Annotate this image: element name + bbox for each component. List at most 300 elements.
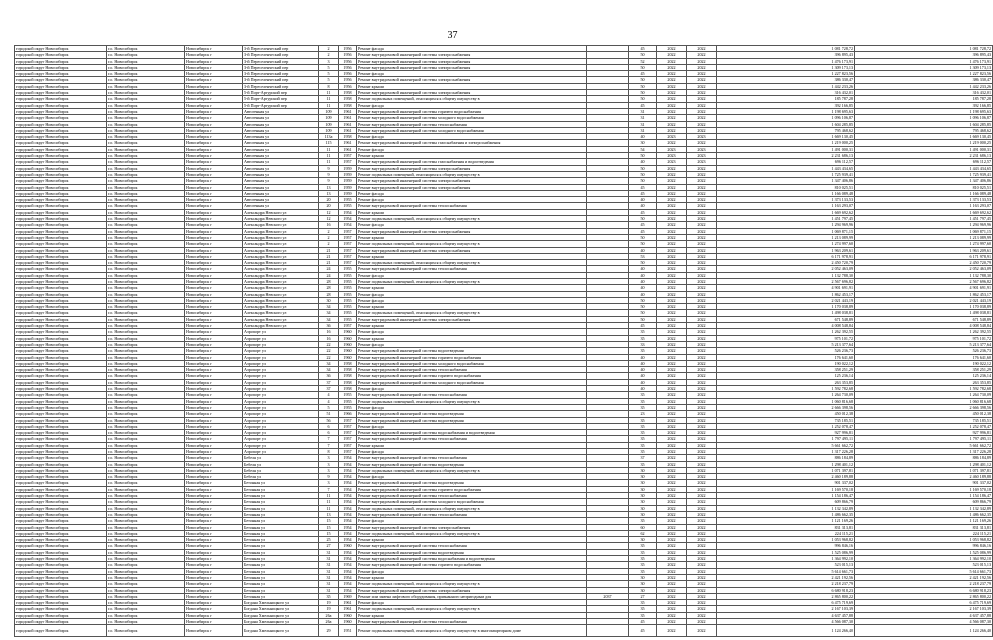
cell-cost-per-m2: 50	[629, 310, 657, 316]
cell-plan-end: 2023	[687, 153, 717, 159]
cell-cost-per-m2: 45	[629, 190, 657, 196]
cell-street: Александра Невского ул	[243, 228, 319, 234]
cell-work-type: Ремонт подвальных помещений, относящихся к общему имуществу в	[357, 241, 587, 247]
cell-work-type: Ремонт фасада	[357, 341, 587, 347]
cell-district: городской округ Новосибирск	[15, 266, 107, 272]
cell-cost-max: 6 680 918,23	[855, 587, 993, 593]
cell-plan-end: 2022	[687, 499, 717, 505]
cell-cost-max: 1 317 226,28	[855, 449, 993, 455]
cell-district: городской округ Новосибирск	[15, 291, 107, 297]
cell-district: городской округ Новосибирск	[15, 404, 107, 410]
cell-year: 1959	[339, 184, 357, 190]
cell-cost-total: 2 052 463,09	[717, 266, 855, 272]
cell-year: 1954	[339, 216, 357, 222]
cell-cost-max: 901 337,02	[855, 480, 993, 486]
cell-plan-end: 2022	[687, 505, 717, 511]
cell-work-type: Ремонт крыши	[357, 83, 587, 89]
cell-year: 1957	[339, 247, 357, 253]
cell-cost-per-m2: 40	[629, 367, 657, 373]
cell-locality: г.о. Новосибирск	[107, 71, 185, 77]
cell-cost-per-m2: 30	[629, 587, 657, 593]
cell-locality: г.о. Новосибирск	[107, 581, 185, 587]
cell-settlement: Новосибирск г	[185, 367, 243, 373]
cell-street: Аэропорт ул	[243, 423, 319, 429]
cell-locality: г.о. Новосибирск	[107, 102, 185, 108]
cell-settlement: Новосибирск г	[185, 386, 243, 392]
cell-work-type: Ремонт внутридомовой инженерной системы электроснабжения	[357, 228, 587, 234]
cell-year: 1957	[339, 436, 357, 442]
cell-year: 1956	[339, 64, 357, 70]
cell-district: городской округ Новосибирск	[15, 455, 107, 461]
cell-cost-per-m2: 40	[629, 386, 657, 392]
cell-cost-max: 316 432,01	[855, 90, 993, 96]
cell-settlement: Новосибирск г	[185, 209, 243, 215]
cell-work-type: Ремонт внутридомовой инженерной системы электроснабжения	[357, 587, 587, 593]
cell-district: городской округ Новосибирск	[15, 612, 107, 618]
cell-plan-end: 2022	[687, 178, 717, 184]
cell-plan-start: 2022	[657, 190, 687, 196]
cell-house: 22	[319, 354, 339, 360]
cell-cost-per-m2: 35	[629, 404, 657, 410]
cell-work-type: Ремонт внутридомовой инженерной системы водоснабжения и водоотведения	[357, 556, 587, 562]
cell-locality: г.о. Новосибирск	[107, 335, 185, 341]
cell-plan-end: 2023	[687, 134, 717, 140]
cell-settlement: Новосибирск г	[185, 102, 243, 108]
cell-plan-end: 2022	[687, 108, 717, 114]
cell-district: городской округ Новосибирск	[15, 209, 107, 215]
cell-cost-total: 392 166,85	[717, 102, 855, 108]
cell-cost-max: 386 330,47	[855, 77, 993, 83]
cell-district: городской округ Новосибирск	[15, 549, 107, 555]
cell-street: 3-й Переселенческий пер	[243, 71, 319, 77]
cell-plan-start: 2022	[657, 140, 687, 146]
cell-district: городской округ Новосибирск	[15, 171, 107, 177]
cell-year: 1954	[339, 474, 357, 480]
cell-cost-max: 263 353,85	[855, 379, 993, 385]
cell-cost-total: 125 236,14	[717, 373, 855, 379]
cell-cost-per-m2: 31	[629, 115, 657, 121]
cell-district: городской округ Новосибирск	[15, 467, 107, 473]
cell-house: 11	[319, 102, 339, 108]
cell-plan-end: 2022	[687, 234, 717, 240]
cell-locality: г.о. Новосибирск	[107, 316, 185, 322]
cell-district: городской округ Новосибирск	[15, 46, 107, 52]
cell-locality: г.о. Новосибирск	[107, 241, 185, 247]
cell-work-type: Ремонт внутридомовой инженерной системы электроснабжения	[357, 165, 587, 171]
cell-year: 1954	[339, 467, 357, 473]
cell-locality: г.о. Новосибирск	[107, 511, 185, 517]
cell-cost-per-m2: 53	[629, 253, 657, 259]
cell-district: городской округ Новосибирск	[15, 228, 107, 234]
cell-street: Бетонная ул	[243, 530, 319, 536]
cell-cost-total: 2 167 103,39	[717, 606, 855, 612]
cell-settlement: Новосибирск г	[185, 83, 243, 89]
cell-cost-per-m2: 50	[629, 52, 657, 58]
cell-street: Александра Невского ул	[243, 285, 319, 291]
cell-plan-end: 2022	[687, 593, 717, 599]
cell-street: Автогенная ул	[243, 153, 319, 159]
cell-house: 3	[319, 455, 339, 461]
cell-locality: г.о. Новосибирск	[107, 480, 185, 486]
cell-house: 11	[319, 499, 339, 505]
cell-cost-max: 1 373 133,53	[855, 197, 993, 203]
cell-locality: г.о. Новосибирск	[107, 278, 185, 284]
cell-street: Аэропорт ул	[243, 329, 319, 335]
cell-locality: г.о. Новосибирск	[107, 556, 185, 562]
cell-cost-per-m2: 35	[629, 436, 657, 442]
cell-locality: г.о. Новосибирск	[107, 253, 185, 259]
cell-plan-start: 2023	[657, 159, 687, 165]
cell-locality: г.о. Новосибирск	[107, 52, 185, 58]
cell-settlement: Новосибирск г	[185, 537, 243, 543]
cell-cost-total: 671 548,89	[717, 316, 855, 322]
cell-work-type: Ремонт внутридомовой инженерной системы теплоснабжения	[357, 543, 587, 549]
cell-work-type: Ремонт фасада	[357, 518, 587, 524]
cell-plan-end: 2022	[687, 574, 717, 580]
cell-work-type: Ремонт внутридомовой инженерной системы электроснабжения	[357, 316, 587, 322]
cell-cost-max: 1 498 038,81	[855, 310, 993, 316]
cell-cost-total: 1 163 293,07	[717, 203, 855, 209]
cell-district: городской округ Новосибирск	[15, 505, 107, 511]
cell-cost-total: 1 169 570,18	[717, 486, 855, 492]
cell-locality: г.о. Новосибирск	[107, 449, 185, 455]
cell-cost-max: 1 170 038,89	[855, 304, 993, 310]
cell-plan-start: 2022	[657, 556, 687, 562]
cell-cost-total: 1 069 871,15	[717, 228, 855, 234]
cell-street: Аэропорт ул	[243, 411, 319, 417]
cell-cost-per-m2: 40	[629, 360, 657, 366]
cell-locality: г.о. Новосибирск	[107, 134, 185, 140]
cell-district: городской округ Новосибирск	[15, 556, 107, 562]
cell-plan-end: 2022	[687, 260, 717, 266]
cell-house: 9	[319, 474, 339, 480]
cell-cost-max: 4 901 691,91	[855, 285, 993, 291]
cell-work-type: Ремонт фасада	[357, 197, 587, 203]
cell-house: 20	[319, 197, 339, 203]
cell-locality: г.о. Новосибирск	[107, 115, 185, 121]
cell-work-type: Ремонт внутридомовой инженерной системы теплоснабжения	[357, 493, 587, 499]
cell-plan-start: 2022	[657, 165, 687, 171]
cell-year: 1959	[339, 190, 357, 196]
cell-house: 3	[319, 480, 339, 486]
cell-plan-start: 2022	[657, 417, 687, 423]
cell-cost-total: 1 486 662,35	[717, 511, 855, 517]
cell-locality: г.о. Новосибирск	[107, 625, 185, 637]
cell-locality: г.о. Новосибирск	[107, 543, 185, 549]
cell-year: 1961	[339, 121, 357, 127]
cell-cost-total: 1 498 038,81	[717, 310, 855, 316]
cell-plan-start: 2022	[657, 291, 687, 297]
cell-plan-start: 2022	[657, 83, 687, 89]
cell-work-type: Ремонт внутридомовой инженерной системы электроснабжения	[357, 178, 587, 184]
cell-plan-start: 2022	[657, 619, 687, 625]
cell-locality: г.о. Новосибирск	[107, 530, 185, 536]
cell-house: 11	[319, 146, 339, 152]
cell-cost-total: 1 309 173,13	[717, 64, 855, 70]
cell-cost-max: 2 421 192,56	[855, 574, 993, 580]
cell-street: 5-й Порт-Артурский пер	[243, 102, 319, 108]
cell-plan-start: 2022	[657, 228, 687, 234]
cell-plan-start: 2022	[657, 278, 687, 284]
cell-cost-per-m2: 40	[629, 373, 657, 379]
cell-work-type: Ремонт внутридомовой инженерной системы водоотведения	[357, 461, 587, 467]
cell-street: Александра Невского ул	[243, 316, 319, 322]
cell-cost-per-m2: 30	[629, 574, 657, 580]
cell-street: Александра Невского ул	[243, 222, 319, 228]
cell-plan-end: 2022	[687, 77, 717, 83]
cell-work-type: Ремонт внутридомовой инженерной системы горячего водоснабжения	[357, 108, 587, 114]
cell-cost-total: 735 185,51	[717, 417, 855, 423]
cell-house: 2	[319, 234, 339, 240]
cell-street: 3-й Переселенческий пер	[243, 52, 319, 58]
cell-cost-total: 6 680 918,23	[717, 587, 855, 593]
cell-cost-total: 1 443 434,65	[717, 165, 855, 171]
cell-plan-start: 2022	[657, 58, 687, 64]
cell-cost-per-m2: 30	[629, 140, 657, 146]
cell-year: 1951	[339, 625, 357, 637]
cell-settlement: Новосибирск г	[185, 159, 243, 165]
cell-house: 31	[319, 581, 339, 587]
cell-house: 15	[319, 530, 339, 536]
cell-cost-per-m2: 45	[629, 228, 657, 234]
cell-plan-end: 2022	[687, 398, 717, 404]
cell-plan-end: 2022	[687, 335, 717, 341]
cell-locality: г.о. Новосибирск	[107, 430, 185, 436]
cell-street: Богдана Хмельницкого ул	[243, 625, 319, 637]
cell-house: 15	[319, 518, 339, 524]
cell-work-type: Ремонт внутридомовой инженерной системы электроснабжения	[357, 247, 587, 253]
cell-year: 1957	[339, 442, 357, 448]
cell-street: Бетонная ул	[243, 537, 319, 543]
cell-plan-end: 2022	[687, 619, 717, 625]
cell-cost-total: 2 421 192,56	[717, 574, 855, 580]
cell-district: городской округ Новосибирск	[15, 184, 107, 190]
cell-year: 1961	[339, 115, 357, 121]
cell-plan-end: 2022	[687, 524, 717, 530]
cell-district: городской округ Новосибирск	[15, 574, 107, 580]
cell-house: 7	[319, 486, 339, 492]
cell-plan-start: 2022	[657, 127, 687, 133]
cell-cost-total: 1 451 797,45	[717, 216, 855, 222]
cell-district: городской округ Новосибирск	[15, 178, 107, 184]
cell-locality: г.о. Новосибирск	[107, 505, 185, 511]
cell-plan-start: 2022	[657, 197, 687, 203]
cell-year: 1954	[339, 524, 357, 530]
cell-settlement: Новосибирск г	[185, 581, 243, 587]
cell-locality: г.о. Новосибирск	[107, 222, 185, 228]
cell-street: Александра Невского ул	[243, 278, 319, 284]
cell-plan-start: 2022	[657, 354, 687, 360]
cell-cost-max: 1 069 871,15	[855, 228, 993, 234]
cell-house: 3	[319, 467, 339, 473]
cell-cost-max: 1 213 089,99	[855, 234, 993, 240]
cell-cost-max: 996 846,16	[855, 543, 993, 549]
cell-year: 1955	[339, 285, 357, 291]
cell-district: городской округ Новосибирск	[15, 197, 107, 203]
cell-house: 109	[319, 127, 339, 133]
cell-plan-start: 2022	[657, 272, 687, 278]
cell-street: Бетонная ул	[243, 499, 319, 505]
cell-work-type: Ремонт крыши	[357, 442, 587, 448]
cell-cost-per-m2: 31	[629, 108, 657, 114]
cell-year: 1961	[339, 127, 357, 133]
table-body	[15, 46, 993, 637]
cell-year: 1957	[339, 153, 357, 159]
cell-cost-total: 1 963 209,61	[717, 247, 855, 253]
cell-work-type: Ремонт крыши	[357, 285, 587, 291]
cell-cost-per-m2: 30	[629, 486, 657, 492]
cell-cost-max: 735 185,51	[855, 417, 993, 423]
cell-house: 109	[319, 108, 339, 114]
cell-district: городской округ Новосибирск	[15, 83, 107, 89]
cell-cost-total: 1 219 000,25	[717, 140, 855, 146]
cell-work-type: Ремонт внутридомовой инженерной системы теплоснабжения	[357, 266, 587, 272]
cell-locality: г.о. Новосибирск	[107, 209, 185, 215]
cell-cost-total: 1 364 992,10	[717, 556, 855, 562]
cell-cost-total: 1 491 000,31	[717, 146, 855, 152]
cell-cost-total: 1 170 038,89	[717, 304, 855, 310]
cell-cost-per-m2: 40	[629, 272, 657, 278]
cell-work-type: Ремонт внутридомовой инженерной системы водоотведения	[357, 411, 587, 417]
cell-district: городской округ Новосибирск	[15, 386, 107, 392]
cell-locality: г.о. Новосибирск	[107, 304, 185, 310]
cell-street: Автогенная ул	[243, 127, 319, 133]
cell-plan-end: 2022	[687, 184, 717, 190]
cell-plan-start: 2022	[657, 530, 687, 536]
cell-district: городской округ Новосибирск	[15, 436, 107, 442]
cell-settlement: Новосибирск г	[185, 467, 243, 473]
cell-cost-per-m2: 35	[629, 442, 657, 448]
cell-year: 1955	[339, 291, 357, 297]
cell-cost-total: 5 213 377,64	[717, 341, 855, 347]
cell-cost-max: 1 486 662,35	[855, 511, 993, 517]
cell-year: 1959	[339, 171, 357, 177]
cell-cost-max: 1 491 000,31	[855, 146, 993, 152]
cell-street: Александра Невского ул	[243, 304, 319, 310]
cell-cost-total: 1 317 226,28	[717, 449, 855, 455]
cell-year: 1958	[339, 373, 357, 379]
cell-cost-max: 1 294 969,96	[855, 222, 993, 228]
cell-plan-end: 2022	[687, 455, 717, 461]
cell-district: городской округ Новосибирск	[15, 253, 107, 259]
cell-street: Бетонная ул	[243, 593, 319, 599]
cell-house: 34	[319, 367, 339, 373]
cell-house: 113а	[319, 134, 339, 140]
cell-settlement: Новосибирск г	[185, 556, 243, 562]
cell-cost-max: 1 081 728,72	[855, 46, 993, 52]
cell-plan-start: 2022	[657, 253, 687, 259]
cell-street: Александра Невского ул	[243, 272, 319, 278]
cell-street: Александра Невского ул	[243, 260, 319, 266]
cell-year: 1960	[339, 329, 357, 335]
cell-settlement: Новосибирск г	[185, 398, 243, 404]
cell-settlement: Новосибирск г	[185, 234, 243, 240]
cell-cost-total: 386 330,47	[717, 77, 855, 83]
cell-district: городской округ Новосибирск	[15, 537, 107, 543]
cell-cost-total: 1 264 730,09	[717, 392, 855, 398]
cell-locality: г.о. Новосибирск	[107, 323, 185, 329]
cell-plan-start: 2022	[657, 467, 687, 473]
cell-locality: г.о. Новосибирск	[107, 612, 185, 618]
cell-cost-max: 4 637 457,88	[855, 612, 993, 618]
cell-locality: г.о. Новосибирск	[107, 423, 185, 429]
cell-year: 1954	[339, 222, 357, 228]
cell-cost-total: 1 347 406,86	[717, 178, 855, 184]
cell-house: 27	[319, 543, 339, 549]
cell-locality: г.о. Новосибирск	[107, 354, 185, 360]
cell-cost-total: 1 053 968,82	[717, 537, 855, 543]
cell-plan-end: 2022	[687, 96, 717, 102]
cell-locality: г.о. Новосибирск	[107, 153, 185, 159]
cell-plan-end: 2022	[687, 285, 717, 291]
cell-work-type: Ремонт внутридомовой инженерной системы газоснабжения и водоотведения	[357, 159, 587, 165]
cell-district: городской округ Новосибирск	[15, 285, 107, 291]
cell-locality: г.о. Новосибирск	[107, 77, 185, 83]
table-row	[15, 625, 993, 637]
cell-cost-per-m2: 52	[629, 58, 657, 64]
cell-cost-per-m2: 50	[629, 260, 657, 266]
cell-house: 5	[319, 71, 339, 77]
cell-district: городской округ Новосибирск	[15, 486, 107, 492]
cell-cost-max: 1 071 397,81	[855, 467, 993, 473]
cell-plan-end: 2022	[687, 83, 717, 89]
cell-district: городской округ Новосибирск	[15, 518, 107, 524]
cell-plan-end: 2022	[687, 90, 717, 96]
cell-house: 28	[319, 278, 339, 284]
cell-district: городской округ Новосибирск	[15, 335, 107, 341]
cell-year: 1958	[339, 134, 357, 140]
cell-cost-max: 2 865 800,22	[855, 593, 993, 599]
cell-plan-start: 2022	[657, 121, 687, 127]
cell-locality: г.о. Новосибирск	[107, 600, 185, 606]
cell-street: Бетонная ул	[243, 480, 319, 486]
register-table	[14, 45, 993, 637]
cell-plan-end: 2022	[687, 417, 717, 423]
cell-settlement: Новосибирск г	[185, 146, 243, 152]
cell-district: городской округ Новосибирск	[15, 146, 107, 152]
cell-locality: г.о. Новосибирск	[107, 285, 185, 291]
cell-street: Бетонная ул	[243, 518, 319, 524]
cell-settlement: Новосибирск г	[185, 486, 243, 492]
cell-plan-end: 2022	[687, 367, 717, 373]
cell-street: Бетонная ул	[243, 581, 319, 587]
cell-cost-max: 1 060 816,68	[855, 398, 993, 404]
cell-cost-per-m2: 35	[629, 329, 657, 335]
cell-plan-end: 2022	[687, 323, 717, 329]
cell-work-type: Ремонт крыши	[357, 234, 587, 240]
cell-cost-per-m2: 33	[629, 341, 657, 347]
cell-cost-max: 1 219 000,25	[855, 140, 993, 146]
cell-locality: г.о. Новосибирск	[107, 606, 185, 612]
cell-settlement: Новосибирск г	[185, 241, 243, 247]
cell-settlement: Новосибирск г	[185, 197, 243, 203]
cell-cost-max: 2 218 237,79	[855, 581, 993, 587]
cell-district: городской округ Новосибирск	[15, 379, 107, 385]
cell-cost-max: 886 184,89	[855, 455, 993, 461]
cell-district: городской округ Новосибирск	[15, 203, 107, 209]
cell-locality: г.о. Новосибирск	[107, 83, 185, 89]
cell-cost-total: 2 567 696,82	[717, 278, 855, 284]
cell-year: 1958	[339, 102, 357, 108]
cell-work-type: Ремонт подвальных помещений, относящихся к общему имуществу в	[357, 530, 587, 536]
cell-street: Аэропорт ул	[243, 442, 319, 448]
cell-plan-end: 2022	[687, 423, 717, 429]
cell-plan-start: 2022	[657, 606, 687, 612]
cell-plan-start: 2022	[657, 46, 687, 52]
cell-cost-per-m2: 45	[629, 46, 657, 52]
cell-street: Аэропорт ул	[243, 367, 319, 373]
cell-settlement: Новосибирск г	[185, 108, 243, 114]
